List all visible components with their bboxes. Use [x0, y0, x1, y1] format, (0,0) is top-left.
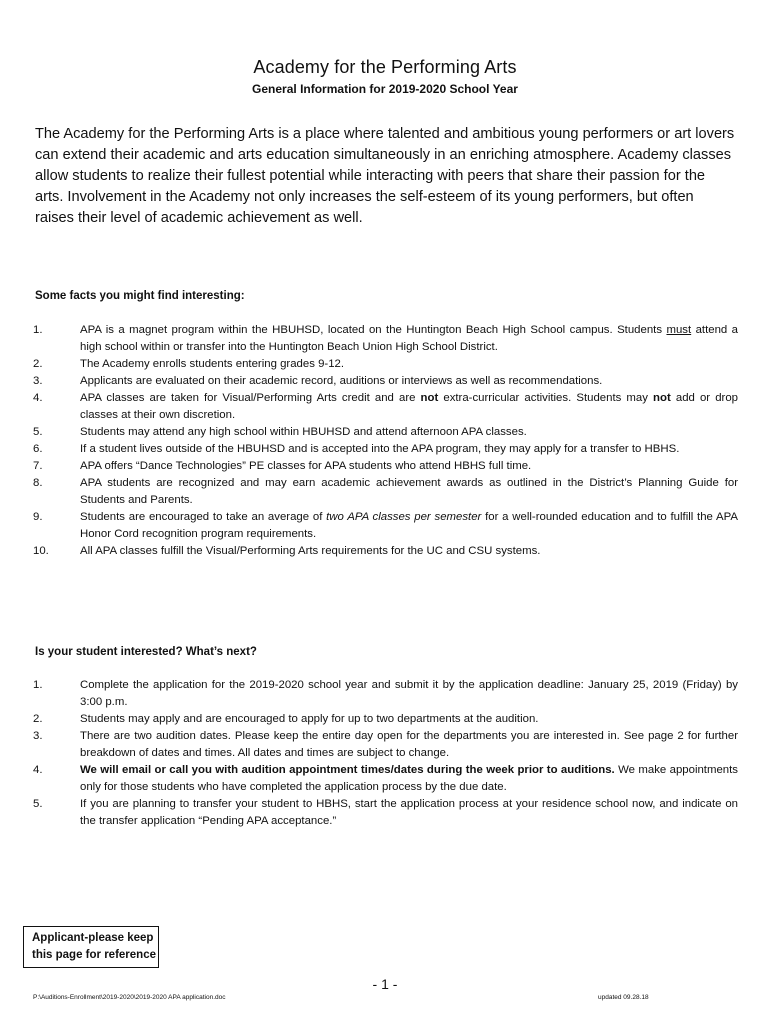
item-number: 10. [33, 545, 49, 557]
footer-file-path: P:\Auditions-Enrollment\2019-2020\2019-2020 APA application.doc [33, 994, 226, 1001]
list-item [33, 373, 738, 390]
item-text-bold: not [420, 392, 439, 404]
item-number: 6. [33, 443, 43, 455]
item-text: Applicants are evaluated on their academic record, auditions or interviews as well as recommendations. [80, 375, 603, 387]
item-text: We make appointments only for those students who have completed the application process by the due date. [80, 764, 738, 793]
item-text: Students are encouraged to take an average of [80, 511, 327, 523]
list-item [33, 424, 738, 441]
page-number: - 1 - [372, 976, 398, 992]
item-number: 1. [33, 679, 43, 691]
item-text: If a student lives outside of the HBUHSD and is accepted into the APA program, they may apply for a transfer to HBHS. [80, 443, 680, 455]
item-text: for a well-rounded education and to fulfill the APA Honor Cord recognition program requirements. [80, 511, 738, 540]
list-item [33, 543, 738, 560]
item-text: Students may attend any high school within HBUHSD and attend afternoon APA classes. [80, 426, 527, 438]
item-number: 9. [33, 511, 43, 523]
reference-note-line: this page for reference [32, 949, 156, 961]
reference-note-line: Applicant-please keep [32, 932, 154, 944]
item-text: There are two audition dates. Please keep the entire day open for the departments you are interested in. See page 2 for further breakdown of dates and times. All dates and times are subject to change. [80, 730, 738, 759]
item-text: APA offers “Dance Technologies” PE classes for APA students who attend HBHS full time. [80, 460, 532, 472]
item-text: APA classes are taken for Visual/Performing Arts credit and are [80, 392, 421, 404]
item-number: 5. [33, 426, 43, 438]
item-text: Students may apply and are encouraged to apply for up to two departments at the audition. [80, 713, 539, 725]
item-number: 5. [33, 798, 43, 810]
item-number: 7. [33, 460, 43, 472]
item-number: 3. [33, 730, 43, 742]
item-text-bold: not [653, 392, 671, 404]
item-text: APA is a magnet program within the HBUHSD, located on the Huntington Beach High School campus. Students [80, 324, 667, 336]
item-text: All APA classes fulfill the Visual/Performing Arts requirements for the UC and CSU systems. [80, 545, 541, 557]
item-text-bold: We will email or call you with audition appointment times/dates during the week prior to auditions. [80, 764, 615, 776]
document-title: Academy for the Performing Arts [253, 57, 517, 77]
list-item [33, 509, 738, 543]
reference-note-box [23, 926, 159, 968]
facts-list [33, 322, 738, 560]
list-item [33, 796, 738, 830]
item-text: Complete the application for the 2019-2020 school year and submit it by the application deadline: January 25, 2019 (Friday) by 3:00 p.m. [80, 679, 738, 708]
intro-paragraph: The Academy for the Performing Arts is a place where talented and ambitious young performers or art lovers can extend their academic and arts education simultaneously in an enriching atmosphere. Academy classes allow students to realize their fullest potential while interacting with peers that share their passion for the arts. Involvement in the Academy not only increases the self-esteem of its young performers, but often raises their level of academic achievement as well. [35, 126, 735, 226]
list-item [33, 458, 738, 475]
list-item [33, 322, 738, 356]
document-subtitle: General Information for 2019-2020 School Year [252, 82, 518, 96]
facts-heading: Some facts you might find interesting: [35, 290, 245, 302]
next-steps-list [33, 677, 738, 830]
list-item [33, 475, 738, 509]
item-text-underlined: must [666, 324, 692, 336]
item-text: The Academy enrolls students entering grades 9-12. [80, 358, 345, 370]
item-number: 2. [33, 358, 43, 370]
item-number: 2. [33, 713, 43, 725]
item-number: 3. [33, 375, 43, 387]
item-number: 4. [33, 392, 43, 404]
item-text: attend a high school within or transfer into the Huntington Beach Union High School District. [80, 324, 738, 353]
item-number: 4. [33, 764, 43, 776]
item-text: APA students are recognized and may earn academic achievement awards as outlined in the District’s Planning Guide for Students and Parents. [80, 477, 738, 506]
list-item [33, 356, 738, 373]
item-text: extra-curricular activities. Students may [438, 392, 654, 404]
footer-updated-date: updated 09.28.18 [598, 994, 649, 1001]
list-item [33, 762, 738, 796]
item-text: add or drop classes at their own discretion. [80, 392, 738, 421]
list-item [33, 441, 738, 458]
item-number: 8. [33, 477, 43, 489]
list-item [33, 711, 738, 728]
item-text-italic: two APA classes per semester [326, 511, 482, 523]
next-steps-heading: Is your student interested? What’s next? [35, 646, 257, 658]
item-number: 1. [33, 324, 43, 336]
list-item [33, 390, 738, 424]
list-item [33, 677, 738, 711]
list-item [33, 728, 738, 762]
item-text: If you are planning to transfer your student to HBHS, start the application process at your residence school now, and indicate on the transfer application “Pending APA acceptance.” [80, 798, 738, 827]
